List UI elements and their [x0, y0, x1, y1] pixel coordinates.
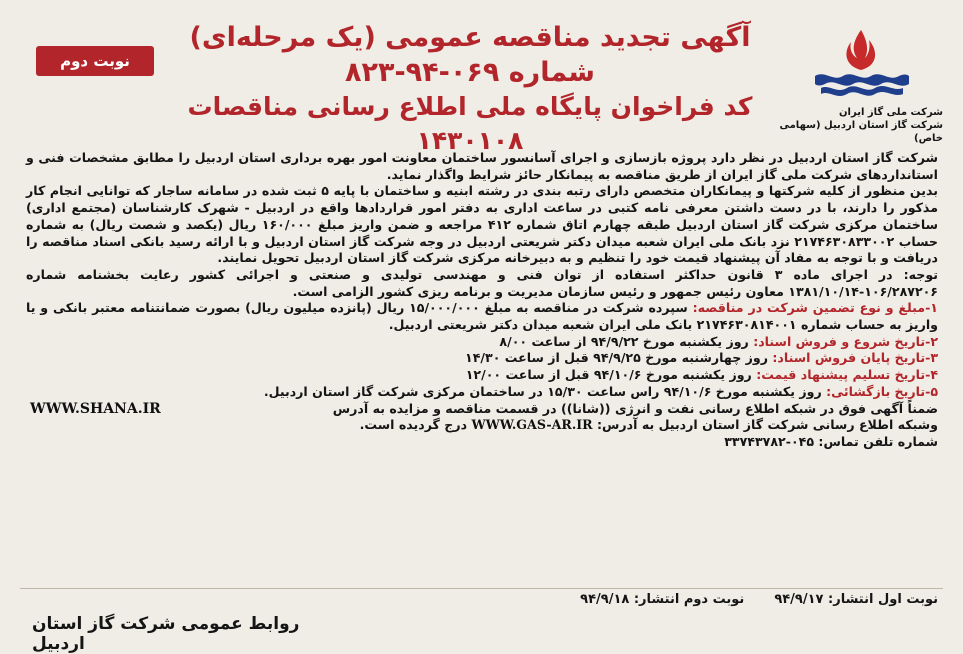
item-bid-deadline-text: روز یکشنبه مورخ ۹۴/۱۰/۶ قبل از ساعت ۱۲/۰۰ [465, 367, 752, 383]
item-guarantee [26, 300, 938, 333]
paragraph-invitation: بدین منظور از کلیه شرکتها و پیمانکاران متخصص دارای رتبه بندی در رشته ابنیه و ساختمان با پایه ۵ ثبت شده در سامانه ساجار که توانایی انجام کار مذکور را دارند، با در دست داشتن معرفی نامه کتبی در ساعت اداری به دفتر امور قراردادها واقع در اردبیل - شهرک کارشناسان (مجتمع اداری) ساختمان مرکزی شرکت گاز استان اردبیل طبقه چهارم اتاق شماره ۴۱۲ مراجعه و ضمن واریز مبلغ ۱۶۰/۰۰۰ ریال (یکصد و شصت ریال) به شماره حساب ۲۱۷۴۶۳۰۸۳۳۰۰۲ نزد بانک ملی ایران شعبه میدان دکتر شریعتی اردبیل در وجه شرکت گاز استان اردبیل و با ارائه رسید بانکی اسناد مناقصه را دریافت و با توجه به مفاد آن پیشنهاد قیمت خود را تنظیم و به دبیرخانه مرکزی شرکت گاز استان اردبیل تحویل نمایند. [26, 183, 938, 266]
notice-title [150, 20, 790, 158]
company-line-2: شرکت گاز استان اردبیل (سهامی خاص) [779, 120, 943, 144]
second-publication-label: نوبت دوم انتشار: [633, 592, 745, 607]
publication-dates [26, 592, 938, 607]
footer-divider [20, 588, 943, 589]
call-code: کد فراخوان پایگاه ملی اطلاع رسانی مناقصات ۱۴۳۰۱۰۸ [187, 92, 753, 155]
company-name-block [773, 106, 943, 145]
tender-number: شماره ۰۶۹-۹۴-۸۲۳ [345, 57, 595, 88]
phone-number: ۰۴۵-۳۳۷۴۳۷۸۲ [724, 433, 815, 449]
shana-url[interactable]: WWW.SHANA.IR [30, 400, 161, 417]
notice-body [26, 150, 938, 451]
gas-site-text-a: وشبکه اطلاع رسانی شرکت گاز استان اردبیل به آدرس: [596, 417, 938, 433]
item-opening-label: ۵-تاریخ بازگشائی: [826, 383, 938, 399]
second-publication-date: ۹۴/۹/۱۸ [580, 592, 630, 607]
item-guarantee-label: ۱-مبلغ و نوع تضمین شرکت در مناقصه: [692, 300, 938, 316]
company-line-1: شرکت ملی گاز ایران [839, 107, 943, 118]
item-sale-end-text: روز چهارشنبه مورخ ۹۴/۹/۲۵ قبل از ساعت ۱۴/۳۰ [465, 350, 768, 366]
second-publication [580, 592, 744, 607]
item-opening-text: روز یکشنبه مورخ ۹۴/۱۰/۶ راس ساعت ۱۵/۳۰ در ساختمان مرکزی شرکت گاز استان اردبیل. [263, 383, 822, 399]
paragraph-shana [26, 401, 938, 418]
phone-label: شماره تلفن تماس: [818, 433, 938, 449]
title-line-1: آگهی تجدید مناقصه عمومی (یک مرحله‌ای) [189, 22, 751, 53]
item-opening [26, 384, 938, 401]
item-sale-end [26, 350, 938, 367]
shana-text: ضمناً آگهی فوق در شبکه اطلاع رسانی نفت و انرژی ((شانا)) در قسمت مناقصه و مزایده به آدرس [332, 400, 938, 416]
item-sale-end-label: ۳-تاریخ پایان فروش اسناد: [772, 350, 938, 366]
item-sale-start [26, 334, 938, 351]
item-sale-start-label: ۲-تاریخ شروع و فروش اسناد: [753, 333, 938, 349]
item-bid-deadline [26, 367, 938, 384]
second-publication-badge: نوبت دوم [36, 46, 154, 76]
paragraph-intro: شرکت گاز استان اردبیل در نظر دارد پروژه بازسازی و اجرای آسانسور ساختمان معاونت امور بهره برداری استان اردبیل را مطابق مشخصات فنی و استانداردهای شرکت ملی گاز ایران از طریق مناقصه به پیمانکار حائز شرایط واگذار نماید. [26, 150, 938, 182]
first-publication [774, 592, 938, 607]
nigc-flame-logo-icon [807, 26, 915, 102]
first-publication-date: ۹۴/۹/۱۷ [774, 592, 824, 607]
first-publication-label: نوبت اول انتشار: [828, 592, 938, 607]
paragraph-note: توجه: در اجرای ماده ۳ قانون حداکثر استفاده از توان فنی و مهندسی تولیدی و صنعتی و اجرائی کشور رعایت بخشنامه شماره ۱۰۶/۲۸۷۲۰۶-۱۳۸۱/۱۰/۱۴ معاون رئیس جمهور و رئیس سازمان مدیریت و برنامه ریزی کشور الزامی است. [26, 266, 938, 299]
item-guarantee-text: سپرده شرکت در مناقصه به مبلغ ۱۵/۰۰۰/۰۰۰ ریال (پانزده میلیون ریال) بصورت ضمانتنامه معتبر بانکی و یا واریز به حساب شماره ۲۱۷۴۶۳۰۸۱۴۰۰۱ بانک ملی ایران شعبه میدان دکتر شریعتی اردبیل. [26, 300, 938, 333]
paragraph-phone [26, 434, 938, 451]
paragraph-gas-site [26, 417, 938, 434]
gas-ar-url[interactable]: WWW.GAS-AR.IR [471, 417, 593, 433]
item-sale-start-text: روز یکشنبه مورخ ۹۴/۹/۲۲ از ساعت ۸/۰۰ [499, 333, 749, 349]
item-bid-deadline-label: ۴-تاریخ تسلیم پیشنهاد قیمت: [756, 367, 938, 383]
gas-site-text-b: درج گردیده است. [359, 417, 468, 433]
public-relations-signature: روابط عمومی شرکت گاز استان اردبیل [32, 614, 300, 654]
